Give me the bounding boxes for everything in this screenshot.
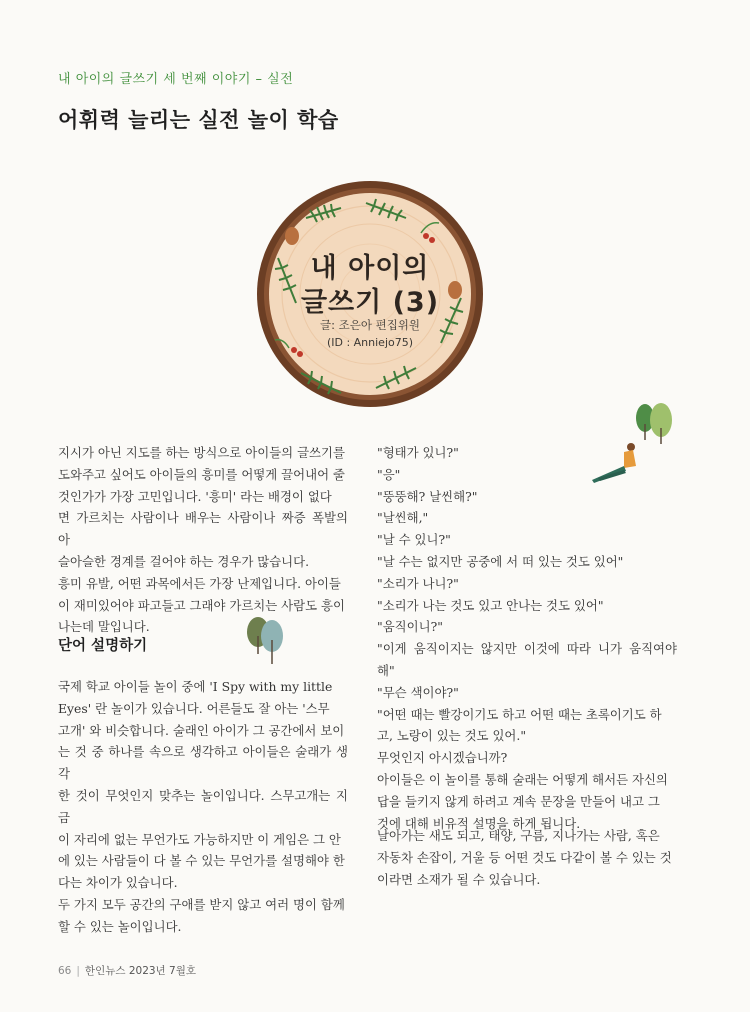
emblem-title-line2: 글쓰기 (3) xyxy=(300,287,440,318)
emblem-author: 글: 조은아 편집위원 xyxy=(319,318,421,332)
game-description-paragraph: 국제 학교 아이들 놀이 중에 'I Spy with my little Eyes' 란 놀이가 있습니다. 어른들도 잘 아는 '스무 고개' 와 비슷합니다. 술래인 아이가 그 공간에서 보이 는 것 중 하나를 속으로 생각하고 아이들은 술래가 생각 한 것이 무엇인지 맞추는 놀이입니다. 스무고개는 지금 이 자리에 없는 무언가도 가능하지만 이 게임은 그 안 에 있는 사람들이 다 볼 수 있는 무언가를 설명해야 한 다는 차이가 있습니다. 두 가지 모두 공간의 구애를 받지 않고 여러 명이 함께 할 수 있는 놀이입니다. xyxy=(58,679,348,934)
emblem-title-line1: 내 아이의 xyxy=(310,253,430,284)
tree-icon xyxy=(244,614,286,666)
emblem-author-id: (ID : Anniejo75) xyxy=(326,336,414,349)
left-column-body xyxy=(58,676,348,938)
closing-paragraph: 날아가는 새도 되고, 태양, 구름, 지나가는 사람, 혹은 자동차 손잡이, 거울 등 어떤 것도 다같이 볼 수 있는 것 이라면 소재가 될 수 있습니다. xyxy=(377,828,672,887)
right-column-closing xyxy=(377,825,677,890)
footer-separator: | xyxy=(76,965,80,977)
right-column-dialogue xyxy=(377,442,677,834)
section-subheading: 단어 설명하기 xyxy=(58,638,148,654)
publication-name: 한인뉴스 2023년 7월호 xyxy=(84,965,196,977)
left-column-intro xyxy=(58,442,348,638)
dialogue-paragraph: "형태가 있니?" "응" "뚱뚱해? 날씬해?" "날씬해," "날 수 있니?" "날 수는 없지만 공중에 서 떠 있는 것도 있어" "소리가 나니?" "소리가 나는 것도 있고 안나는 것도 있어" "움직이니?" "이게 움직이지는 않지만 이것에 따라 니가 움직여야 해" "무슨 색이야?" "어떤 때는 빨강이기도 하고 어떤 때는 초록이기도 하 고, 노랑이 있는 것도 있어." 무엇인지 아시겠습니까? 아이들은 이 놀이를 통해 술래는 어떻게 해서든 자신의 답을 들키지 않게 하려고 계속 문장을 만들어 내고 그 것에 대해 비유적 설명을 하게 됩니다. xyxy=(377,445,677,831)
article-title: 어휘력 늘리는 실전 놀이 학습 xyxy=(58,108,339,132)
emblem-text xyxy=(256,178,484,410)
page-footer xyxy=(58,963,196,978)
intro-paragraph: 지시가 아닌 지도를 하는 방식으로 아이들의 글쓰기를 도와주고 싶어도 아이들의 흥미를 어떻게 끌어내어 줄 것인가가 가장 고민입니다. '흥미' 라는 배경이 없다 면 가르치는 사람이나 배우는 사람이나 짜증 폭발의 아 슬아슬한 경계를 걸어야 하는 경우가 많습니다. 흥미 유발, 어떤 과목에서든 가장 난제입니다. 아이들 이 재미있어야 파고들고 그래야 가르치는 사람도 흥이 나는데 말입니다. xyxy=(58,445,348,635)
page-number: 66 xyxy=(58,965,72,977)
series-label: 내 아이의 글쓰기 세 번째 이야기 – 실전 xyxy=(58,72,294,87)
